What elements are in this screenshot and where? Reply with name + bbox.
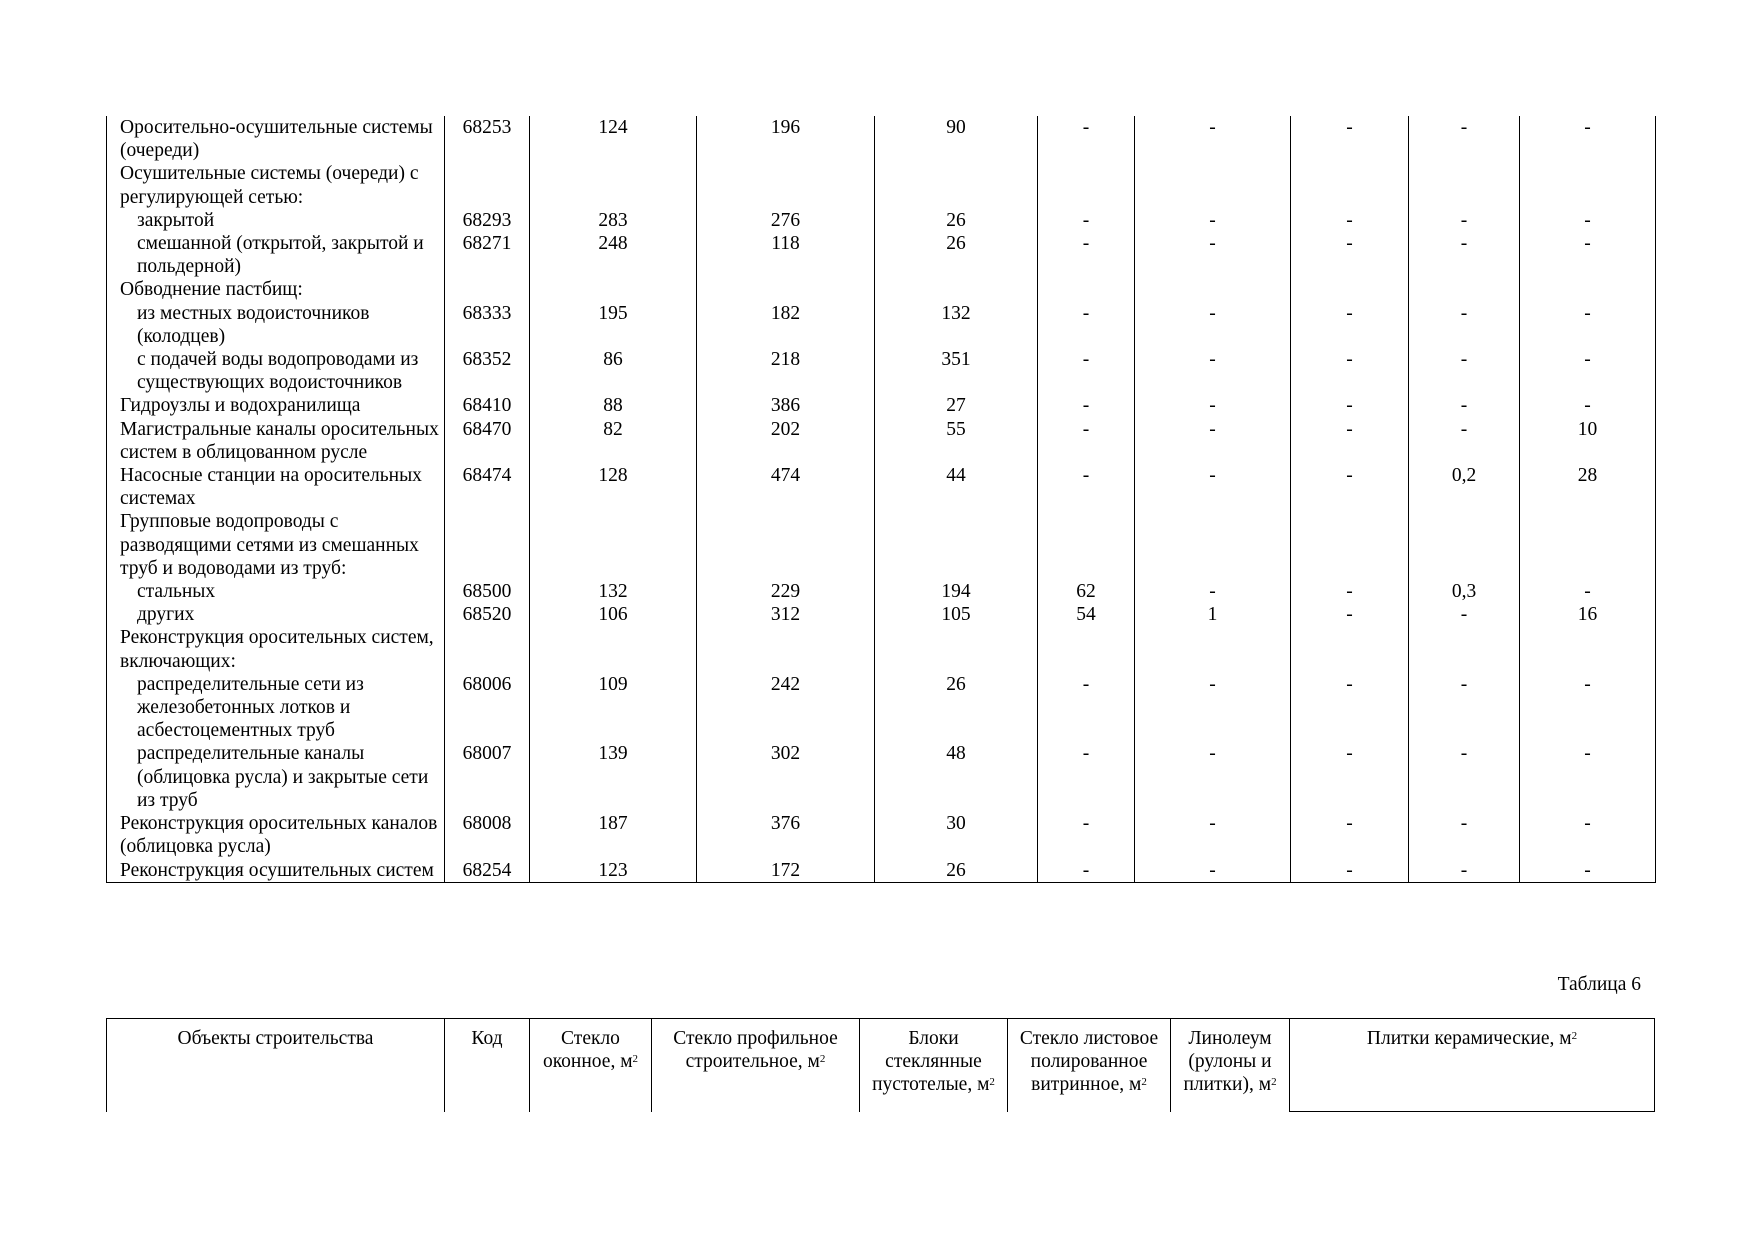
row-code: 68470 bbox=[445, 418, 530, 464]
row-value: 27 bbox=[875, 394, 1038, 417]
row-value: 28 bbox=[1520, 464, 1656, 510]
row-value bbox=[530, 626, 697, 672]
row-name: Групповые водопроводы с разводящими сетями из смешанных труб и водоводами из труб: bbox=[107, 510, 445, 580]
row-value: - bbox=[1291, 302, 1409, 348]
row-value: 351 bbox=[875, 348, 1038, 394]
row-value bbox=[1038, 278, 1135, 301]
table-row bbox=[107, 859, 1656, 883]
row-value: - bbox=[1135, 464, 1291, 510]
row-value: - bbox=[1135, 859, 1291, 883]
row-value: - bbox=[1409, 742, 1520, 812]
row-code bbox=[445, 510, 530, 580]
row-value: - bbox=[1520, 742, 1656, 812]
row-name: Насосные станции на оросительных системах bbox=[107, 464, 445, 510]
row-value: - bbox=[1135, 232, 1291, 278]
row-value: 86 bbox=[530, 348, 697, 394]
row-value: 248 bbox=[530, 232, 697, 278]
row-value: - bbox=[1038, 742, 1135, 812]
row-value bbox=[530, 162, 697, 208]
table-6-header bbox=[106, 1018, 1655, 1112]
row-value: 26 bbox=[875, 859, 1038, 883]
row-value: 187 bbox=[530, 812, 697, 858]
row-value: - bbox=[1291, 603, 1409, 626]
table-row bbox=[107, 116, 1656, 162]
row-code: 68253 bbox=[445, 116, 530, 162]
row-value: 172 bbox=[697, 859, 875, 883]
row-value: 118 bbox=[697, 232, 875, 278]
row-value: - bbox=[1409, 116, 1520, 162]
row-value: 195 bbox=[530, 302, 697, 348]
row-value bbox=[1135, 162, 1291, 208]
materials-table bbox=[106, 116, 1656, 883]
row-value: - bbox=[1135, 742, 1291, 812]
row-value bbox=[1291, 626, 1409, 672]
row-value bbox=[1520, 510, 1656, 580]
row-value: - bbox=[1520, 580, 1656, 603]
row-value: - bbox=[1520, 348, 1656, 394]
row-value: - bbox=[1291, 464, 1409, 510]
row-name: Гидроузлы и водохранилища bbox=[107, 394, 445, 417]
row-value: - bbox=[1038, 302, 1135, 348]
header-linoleum: Линолеум (рулоны и плитки), $м^2$ bbox=[1171, 1019, 1290, 1112]
row-value: - bbox=[1291, 859, 1409, 883]
row-value: - bbox=[1520, 812, 1656, 858]
row-name: Магистральные каналы оросительных систем в облицованном русле bbox=[107, 418, 445, 464]
row-value: 182 bbox=[697, 302, 875, 348]
row-value: 105 bbox=[875, 603, 1038, 626]
row-value: 82 bbox=[530, 418, 697, 464]
row-code: 68520 bbox=[445, 603, 530, 626]
row-value bbox=[530, 510, 697, 580]
table-row bbox=[107, 348, 1656, 394]
row-value bbox=[1520, 626, 1656, 672]
header-row bbox=[107, 1019, 1655, 1112]
row-value: - bbox=[1291, 209, 1409, 232]
table-row bbox=[107, 673, 1656, 743]
table-row bbox=[107, 626, 1656, 672]
table-row bbox=[107, 209, 1656, 232]
row-code: 68007 bbox=[445, 742, 530, 812]
row-code bbox=[445, 626, 530, 672]
row-value: 302 bbox=[697, 742, 875, 812]
row-value: - bbox=[1291, 394, 1409, 417]
row-name: с подачей воды водопроводами из существующих водоисточников bbox=[107, 348, 445, 394]
row-value: 109 bbox=[530, 673, 697, 743]
row-value bbox=[1409, 162, 1520, 208]
row-value: - bbox=[1038, 394, 1135, 417]
row-name: Осушительные системы (очереди) с регулирующей сетью: bbox=[107, 162, 445, 208]
row-value: - bbox=[1135, 116, 1291, 162]
row-code: 68410 bbox=[445, 394, 530, 417]
row-value: - bbox=[1291, 673, 1409, 743]
row-code bbox=[445, 162, 530, 208]
row-value bbox=[1038, 626, 1135, 672]
header-window-glass: Стекло оконное, $м^2$ bbox=[530, 1019, 652, 1112]
row-value: 196 bbox=[697, 116, 875, 162]
row-value: 62 bbox=[1038, 580, 1135, 603]
table-row bbox=[107, 162, 1656, 208]
table-row bbox=[107, 580, 1656, 603]
table-row bbox=[107, 418, 1656, 464]
row-value: - bbox=[1409, 673, 1520, 743]
row-name: других bbox=[107, 603, 445, 626]
row-value: - bbox=[1409, 302, 1520, 348]
table-caption: Таблица 6 bbox=[1557, 974, 1641, 995]
row-value: 10 bbox=[1520, 418, 1656, 464]
row-value: - bbox=[1038, 673, 1135, 743]
row-value: 132 bbox=[530, 580, 697, 603]
table-row bbox=[107, 232, 1656, 278]
row-value bbox=[697, 278, 875, 301]
row-name: Обводнение пастбищ: bbox=[107, 278, 445, 301]
row-value: - bbox=[1038, 116, 1135, 162]
row-value: 312 bbox=[697, 603, 875, 626]
row-value: 202 bbox=[697, 418, 875, 464]
row-value: - bbox=[1135, 812, 1291, 858]
row-value: 194 bbox=[875, 580, 1038, 603]
row-code: 68008 bbox=[445, 812, 530, 858]
row-value: 132 bbox=[875, 302, 1038, 348]
row-value: - bbox=[1409, 232, 1520, 278]
row-code: 68333 bbox=[445, 302, 530, 348]
row-value: - bbox=[1409, 394, 1520, 417]
row-value bbox=[1520, 162, 1656, 208]
row-value bbox=[875, 626, 1038, 672]
row-value: 139 bbox=[530, 742, 697, 812]
row-value: - bbox=[1038, 418, 1135, 464]
row-value: 16 bbox=[1520, 603, 1656, 626]
row-value: 283 bbox=[530, 209, 697, 232]
row-value bbox=[875, 278, 1038, 301]
row-value: 26 bbox=[875, 673, 1038, 743]
row-value bbox=[1038, 162, 1135, 208]
row-value: 55 bbox=[875, 418, 1038, 464]
row-name: Реконструкция осушительных систем bbox=[107, 859, 445, 883]
row-value: 123 bbox=[530, 859, 697, 883]
row-value: - bbox=[1520, 209, 1656, 232]
row-value: - bbox=[1409, 209, 1520, 232]
row-value: 218 bbox=[697, 348, 875, 394]
row-name: распределительные каналы (облицовка русла) и закрытые сети из труб bbox=[107, 742, 445, 812]
row-value: - bbox=[1520, 673, 1656, 743]
row-code: 68352 bbox=[445, 348, 530, 394]
row-value bbox=[875, 510, 1038, 580]
table-row bbox=[107, 812, 1656, 858]
row-code: 68293 bbox=[445, 209, 530, 232]
row-value: - bbox=[1038, 464, 1135, 510]
row-code: 68271 bbox=[445, 232, 530, 278]
row-value: - bbox=[1520, 232, 1656, 278]
row-value bbox=[1409, 278, 1520, 301]
row-code bbox=[445, 278, 530, 301]
row-value: 30 bbox=[875, 812, 1038, 858]
table-row bbox=[107, 278, 1656, 301]
row-value bbox=[1520, 278, 1656, 301]
row-value: - bbox=[1520, 302, 1656, 348]
row-value bbox=[530, 278, 697, 301]
row-value bbox=[1291, 278, 1409, 301]
row-value: 44 bbox=[875, 464, 1038, 510]
row-value: - bbox=[1520, 116, 1656, 162]
row-value: - bbox=[1291, 232, 1409, 278]
row-code: 68500 bbox=[445, 580, 530, 603]
row-name: стальных bbox=[107, 580, 445, 603]
row-value: - bbox=[1409, 812, 1520, 858]
row-value: 124 bbox=[530, 116, 697, 162]
row-code: 68474 bbox=[445, 464, 530, 510]
table-row bbox=[107, 510, 1656, 580]
table-row bbox=[107, 603, 1656, 626]
row-value: - bbox=[1291, 742, 1409, 812]
table-row bbox=[107, 742, 1656, 812]
row-value: - bbox=[1135, 302, 1291, 348]
row-value bbox=[1038, 510, 1135, 580]
header-code: Код bbox=[445, 1019, 530, 1112]
row-value: 0,3 bbox=[1409, 580, 1520, 603]
row-value: - bbox=[1038, 209, 1135, 232]
row-value: - bbox=[1038, 348, 1135, 394]
row-value: - bbox=[1520, 394, 1656, 417]
table-row bbox=[107, 394, 1656, 417]
row-name: Реконструкция оросительных каналов (облицовка русла) bbox=[107, 812, 445, 858]
row-value: - bbox=[1038, 859, 1135, 883]
row-name: Оросительно-осушительные системы (очереди) bbox=[107, 116, 445, 162]
row-value: 1 bbox=[1135, 603, 1291, 626]
row-value: 26 bbox=[875, 232, 1038, 278]
row-name: смешанной (открытой, закрытой и польдерной) bbox=[107, 232, 445, 278]
row-value: 376 bbox=[697, 812, 875, 858]
row-value bbox=[697, 626, 875, 672]
row-value bbox=[1135, 510, 1291, 580]
row-value: - bbox=[1135, 209, 1291, 232]
row-value: - bbox=[1291, 580, 1409, 603]
row-name: распределительные сети из железобетонных лотков и асбестоцементных труб bbox=[107, 673, 445, 743]
header-objects: Объекты строительства bbox=[107, 1019, 445, 1112]
row-value: - bbox=[1409, 348, 1520, 394]
table-row bbox=[107, 464, 1656, 510]
row-value bbox=[1135, 626, 1291, 672]
row-name: из местных водоисточников (колодцев) bbox=[107, 302, 445, 348]
row-value: 474 bbox=[697, 464, 875, 510]
header-polished-glass: Стекло листовое полированное витринное, $м^2$ bbox=[1008, 1019, 1171, 1112]
header-profile-glass: Стекло профильное строительное, $м^2$ bbox=[652, 1019, 860, 1112]
row-value: - bbox=[1291, 116, 1409, 162]
row-name: закрытой bbox=[107, 209, 445, 232]
row-value: 386 bbox=[697, 394, 875, 417]
row-value: 276 bbox=[697, 209, 875, 232]
row-value: - bbox=[1520, 859, 1656, 883]
header-ceramic-tiles: Плитки керамические, $м^2$ bbox=[1290, 1019, 1655, 1112]
row-value bbox=[697, 162, 875, 208]
row-value bbox=[1291, 162, 1409, 208]
row-value bbox=[1291, 510, 1409, 580]
table-row bbox=[107, 302, 1656, 348]
row-value: - bbox=[1135, 673, 1291, 743]
row-value: - bbox=[1291, 418, 1409, 464]
row-value: 106 bbox=[530, 603, 697, 626]
row-value bbox=[1409, 626, 1520, 672]
row-code: 68254 bbox=[445, 859, 530, 883]
row-value bbox=[697, 510, 875, 580]
row-value: 229 bbox=[697, 580, 875, 603]
row-value: 26 bbox=[875, 209, 1038, 232]
row-value: - bbox=[1038, 812, 1135, 858]
row-value: 90 bbox=[875, 116, 1038, 162]
row-value: - bbox=[1135, 394, 1291, 417]
row-value bbox=[1135, 278, 1291, 301]
row-value bbox=[875, 162, 1038, 208]
row-value: 54 bbox=[1038, 603, 1135, 626]
row-value: - bbox=[1135, 348, 1291, 394]
row-value bbox=[1409, 510, 1520, 580]
row-value: - bbox=[1038, 232, 1135, 278]
row-value: - bbox=[1291, 812, 1409, 858]
row-value: 0,2 bbox=[1409, 464, 1520, 510]
row-value: 48 bbox=[875, 742, 1038, 812]
row-name: Реконструкция оросительных систем, включающих: bbox=[107, 626, 445, 672]
row-value: - bbox=[1135, 580, 1291, 603]
row-value: - bbox=[1409, 859, 1520, 883]
row-value: - bbox=[1409, 418, 1520, 464]
row-code: 68006 bbox=[445, 673, 530, 743]
row-value: - bbox=[1291, 348, 1409, 394]
row-value: 242 bbox=[697, 673, 875, 743]
row-value: - bbox=[1135, 418, 1291, 464]
row-value: 88 bbox=[530, 394, 697, 417]
row-value: - bbox=[1409, 603, 1520, 626]
row-value: 128 bbox=[530, 464, 697, 510]
header-glass-blocks: Блоки стеклянные пустотелые, $м^2$ bbox=[860, 1019, 1008, 1112]
